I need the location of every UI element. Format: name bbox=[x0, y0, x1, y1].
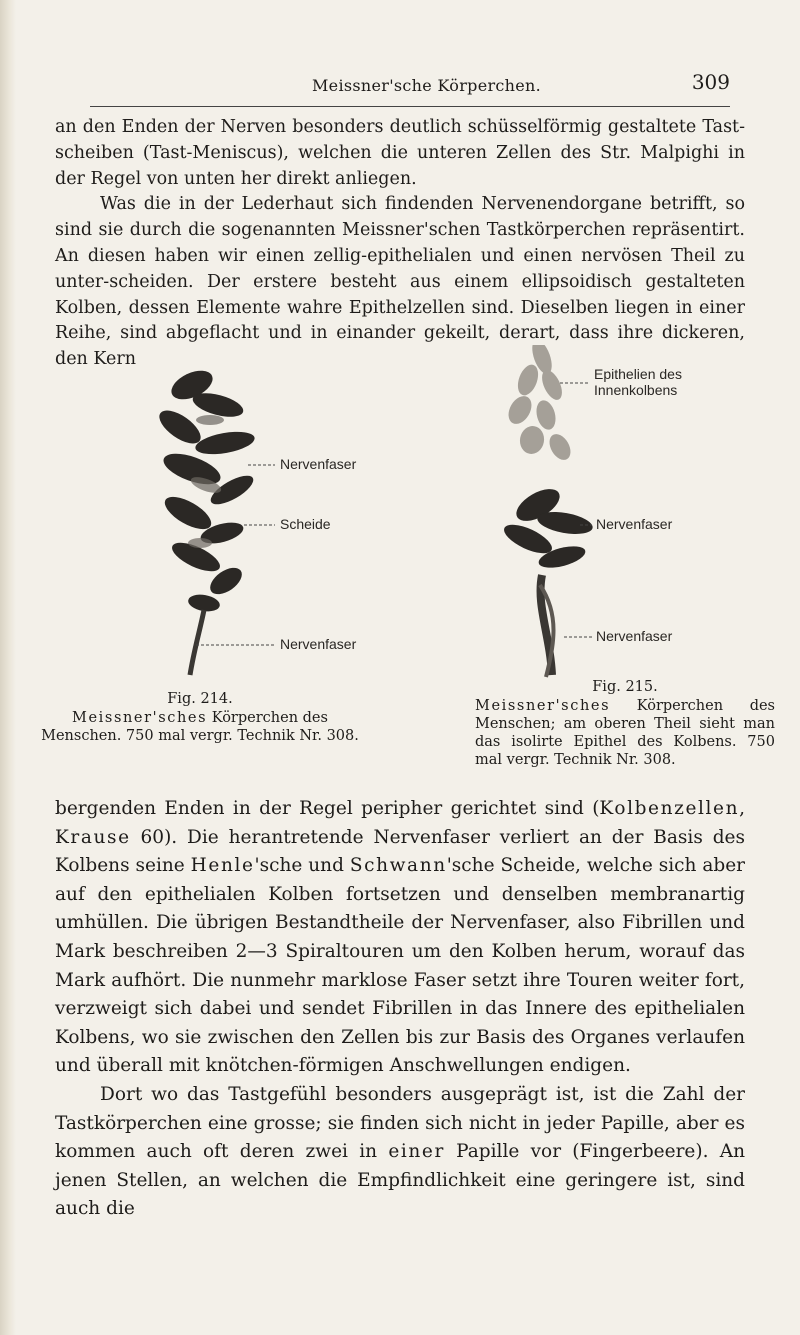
body-text-top bbox=[55, 115, 745, 373]
paragraph-1: an den Enden der Nerven besonders deutlich schüsselförmig gestaltete Tast-scheiben (Tast-Meniscus), welchen die unteren Zellen des Str. Malpighi in der Regel von unten her direkt anliegen. bbox=[55, 117, 745, 189]
page-edge-shadow bbox=[0, 0, 16, 1335]
figure-214 bbox=[140, 345, 360, 685]
body-text-bottom bbox=[55, 795, 745, 1224]
paragraph-4-part-2: Papille vor (Fingerbeere). An jenen Stellen, an welchen die Empfindlichkeit eine geringere ist, sind auch die bbox=[55, 1141, 745, 1220]
paragraph-3 bbox=[55, 795, 745, 1081]
figure-215-label-nervenfaser-bottom: Nervenfaser bbox=[596, 628, 673, 644]
figure-214-number: Fig. 214. bbox=[167, 691, 233, 707]
paragraph-3-part-3: 60). Die herantretende Nervenfaser verliert an der Basis des Kolbens seine bbox=[55, 826, 745, 877]
paragraph-2: Was die in der Lederhaut sich findenden Nervenendorgane betrifft, so sind sie durch die sogenannten Meissner'schen Tastkörperchen repräsentirt. An diesen haben wir einen zellig-epithelialen und einen nervösen Theil zu unter-scheiden. Der erstere besteht aus einem ellipsoidisch gestalteten Kolben, dessen Elemente wahre Epithelzellen sind. Dieselben liegen in einer Reihe, sind abgeflacht und in einander gekeilt, derart, dass ihre dickeren, den Kern bbox=[55, 194, 745, 370]
figure-215-caption bbox=[475, 678, 775, 769]
paragraph-4 bbox=[55, 1081, 745, 1224]
running-title: Meissner'sche Körperchen. bbox=[312, 76, 542, 95]
word-einer: einer bbox=[388, 1141, 445, 1163]
figure-214-label-nervenfaser-top: Nervenfaser bbox=[280, 456, 357, 472]
figure-214-caption bbox=[40, 690, 360, 745]
figure-215-number: Fig. 215. bbox=[592, 679, 658, 695]
paragraph-3-part-1: bergenden Enden in der Regel peripher gerichtet sind ( bbox=[55, 798, 600, 819]
author-krause: Krause bbox=[55, 826, 131, 848]
figure-215-label-epithelien: Epithelien des Innenkolbens bbox=[594, 366, 682, 398]
figure-214-caption-text: Körperchen des Menschen. 750 mal vergr. Technik Nr. 308. bbox=[41, 710, 359, 744]
figure-215-caption-name: Meissner'sches bbox=[475, 698, 611, 714]
figure-215-label-nervenfaser-top: Nervenfaser bbox=[596, 516, 673, 532]
author-schwann: Schwann bbox=[349, 855, 447, 877]
paragraph-3-part-5: 'sche Scheide, welche sich aber auf den epithelialen Kolben fortsetzen und denselben membranartig umhüllen. Die übrigen Bestandtheile der Nervenfaser, also Fibrillen und Mark beschreiben 2—3 Spiraltouren um den Kolben herum, worauf das Mark aufhört. Die nunmehr marklose Faser setzt ihre Touren weiter fort, verzweigt sich dabei und sendet Fibrillen in das Innere des epithelialen Kolbens, wo sie zwischen den Zellen bis zur Basis des Organes verlaufen und überall mit knötchen-förmigen Anschwellungen endigen. bbox=[55, 855, 745, 1077]
figure-215-caption-body bbox=[475, 697, 775, 769]
term-kolbenzellen: Kolbenzellen bbox=[599, 798, 740, 819]
figure-214-caption-name: Meissner'sches bbox=[72, 710, 208, 726]
author-henle: Henle bbox=[190, 855, 255, 877]
page-number: 309 bbox=[691, 70, 730, 94]
figure-215-caption-text: Körperchen des Menschen; am oberen Theil sieht man das isolirte Epithel des Kolbens. 750 mal vergr. Technik Nr. 308. bbox=[475, 698, 775, 768]
page-header bbox=[90, 70, 730, 107]
figure-214-label-scheide: Scheide bbox=[280, 516, 331, 532]
paragraph-4-part-1: Dort wo das Tastgefühl besonders ausgeprägt ist, ist die Zahl der Tastkörperchen eine grosse; sie finden sich nicht in jeder Papille, aber es kommen auch oft deren zwei in bbox=[55, 1083, 745, 1163]
figure-214-label-nervenfaser-bottom: Nervenfaser bbox=[280, 636, 357, 652]
paragraph-3-part-2: , bbox=[739, 798, 745, 819]
figure-214-illustration bbox=[140, 345, 360, 685]
figure-215 bbox=[480, 345, 780, 685]
paragraph-3-part-4: 'sche und bbox=[254, 855, 350, 877]
